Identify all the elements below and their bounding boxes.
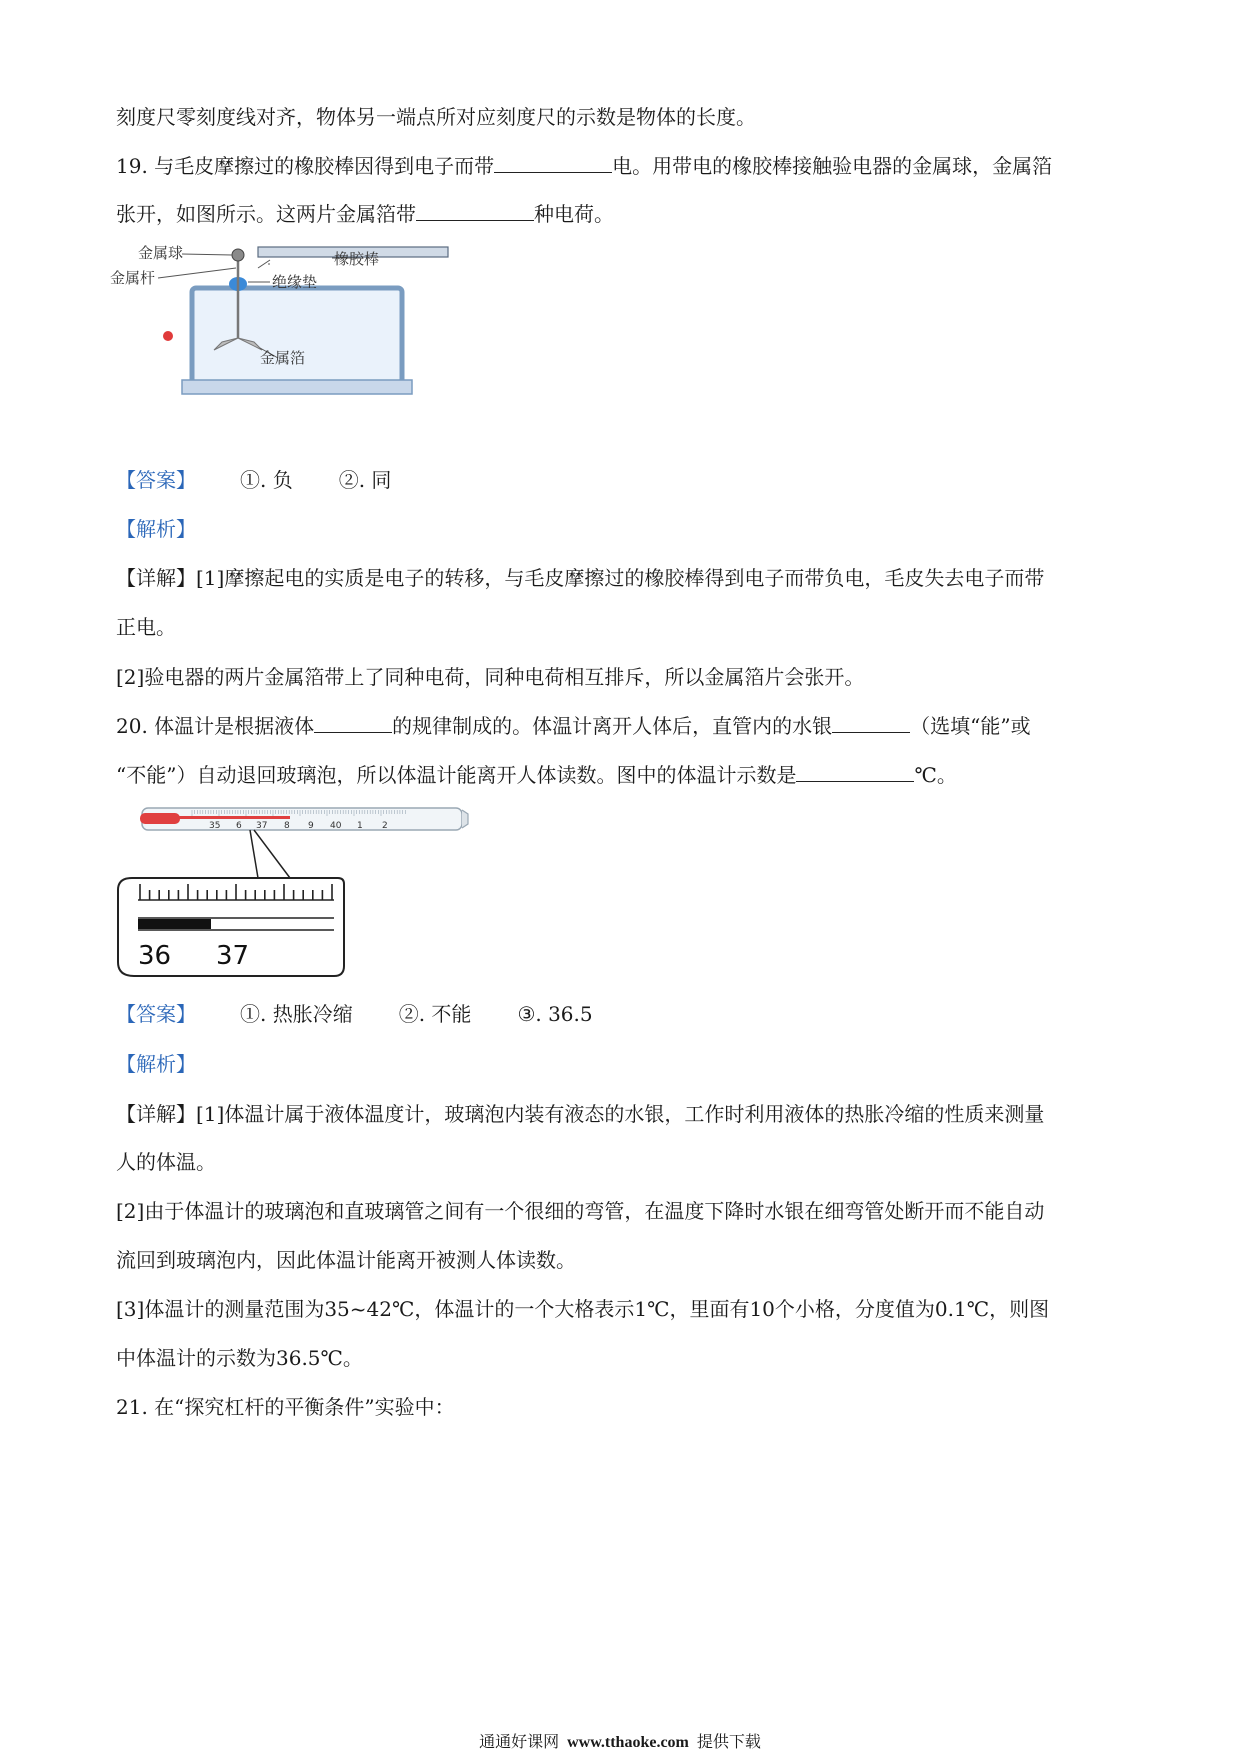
electroscope-figure [110, 238, 450, 403]
q19-detail-3: [2]验电器的两片金属箔带上了同种电荷，同种电荷相互排斥，所以金属箔片会张开。 [116, 665, 865, 689]
answer-item: ②. 同 [338, 468, 392, 492]
answer-item: ③. 36.5 [517, 1002, 593, 1026]
q20-detail-1: 【详解】[1]体温计属于液体温度计，玻璃泡内装有液态的水银，工作时利用液体的热胀冷缩的性质来测量 [116, 1102, 1045, 1126]
q20-detail-5: [3]体温计的测量范围为35~42℃，体温计的一个大格表示1℃，里面有10个小格，分度值为0.1℃，则图 [116, 1297, 1050, 1321]
footer-site-name: 通通好课网 [479, 1732, 560, 1751]
q20-blank-1[interactable] [314, 712, 392, 733]
q20-answer [116, 1000, 593, 1028]
q19-analysis-tag: 【解析】 [116, 517, 196, 541]
electroscope-base [182, 380, 412, 394]
label-metal-rod: 金属杆 [110, 269, 156, 287]
label-metal-ball: 金属球 [138, 244, 184, 262]
mercury-column [178, 816, 290, 819]
q21-line1: 21. 在“探究杠杆的平衡条件”实验中： [116, 1395, 455, 1419]
q19-answer [116, 466, 391, 494]
q20-detail-4: 流回到玻璃泡内，因此体温计能离开被测人体读数。 [116, 1248, 576, 1272]
answer-tag: 【答案】 [116, 468, 196, 492]
q20-line2 [116, 761, 957, 789]
scale-label: 6 [236, 821, 242, 831]
intro-text: 刻度尺零刻度线对齐，物体另一端点所对应刻度尺的示数是物体的长度。 [116, 105, 756, 129]
q19-detail-2: 正电。 [116, 615, 176, 639]
electroscope-jar [192, 288, 402, 383]
q20-detail-6: 中体温计的示数为36.5℃。 [116, 1346, 363, 1370]
q20-detail-2: 人的体温。 [116, 1150, 216, 1174]
q19-text-b: 电。用带电的橡胶棒接触验电器的金属球，金属箔 [612, 154, 1053, 178]
q20-text-e: ℃。 [914, 763, 957, 787]
mercury-bulb [140, 813, 180, 824]
answer-item: ①. 热胀冷缩 [240, 1002, 353, 1026]
q19-text-a: 19. 与毛皮摩擦过的橡胶棒因得到电子而带 [116, 154, 495, 178]
q19-line2 [116, 200, 614, 228]
metal-ball [232, 249, 244, 261]
page-footer [0, 1729, 1240, 1752]
label-foil: 金属箔 [260, 349, 306, 367]
q20-text-b: 的规律制成的。体温计离开人体后，直管内的水银 [392, 714, 833, 738]
q19-detail-1: 【详解】[1]摩擦起电的实质是电子的转移，与毛皮摩擦过的橡胶棒得到电子而带负电，毛皮失去电子而带 [116, 566, 1045, 590]
thermometer-figure [112, 800, 472, 990]
q20-blank-2[interactable] [832, 712, 910, 733]
side-knob [163, 331, 173, 341]
answer-item: ②. 不能 [398, 1002, 472, 1026]
q20-text-d: “不能”）自动退回玻璃泡，所以体温计能离开人体读数。图中的体温计示数是 [116, 763, 797, 787]
scale-label: 1 [357, 821, 363, 831]
zoom-mercury-column [138, 919, 211, 929]
answer-item: ①. 负 [240, 468, 293, 492]
scale-label: 9 [308, 821, 314, 831]
label-insulator: 绝缘垫 [272, 273, 318, 291]
q20-line1 [116, 712, 1031, 740]
scale-label: 8 [284, 821, 290, 831]
label-rubber-rod: 橡胶棒 [334, 250, 380, 268]
q20-blank-3[interactable] [796, 761, 914, 782]
zoom-label: 37 [216, 941, 250, 971]
q19-blank-2[interactable] [416, 200, 534, 221]
scale-label: 40 [330, 821, 342, 831]
scale-label: 2 [382, 821, 388, 831]
footer-suffix: 提供下载 [696, 1732, 761, 1751]
q19-line1 [116, 152, 1052, 180]
q19-text-d: 种电荷。 [534, 202, 614, 226]
footer-url: www.tthaoke.com [567, 1734, 689, 1751]
q20-text-c: （选填“能”或 [910, 714, 1031, 738]
scale-label: 37 [256, 821, 268, 831]
answer-tag: 【答案】 [116, 1002, 196, 1026]
scale-label: 35 [209, 821, 221, 831]
q20-detail-3: [2]由于体温计的玻璃泡和直玻璃管之间有一个很细的弯管，在温度下降时水银在细弯管处断开而不能自动 [116, 1199, 1045, 1223]
q20-text-a: 20. 体温计是根据液体 [116, 714, 315, 738]
zoom-label: 36 [138, 941, 172, 971]
q20-analysis-tag: 【解析】 [116, 1052, 196, 1076]
q19-text-c: 张开，如图所示。这两片金属箔带 [116, 202, 416, 226]
q19-blank-1[interactable] [494, 152, 612, 173]
